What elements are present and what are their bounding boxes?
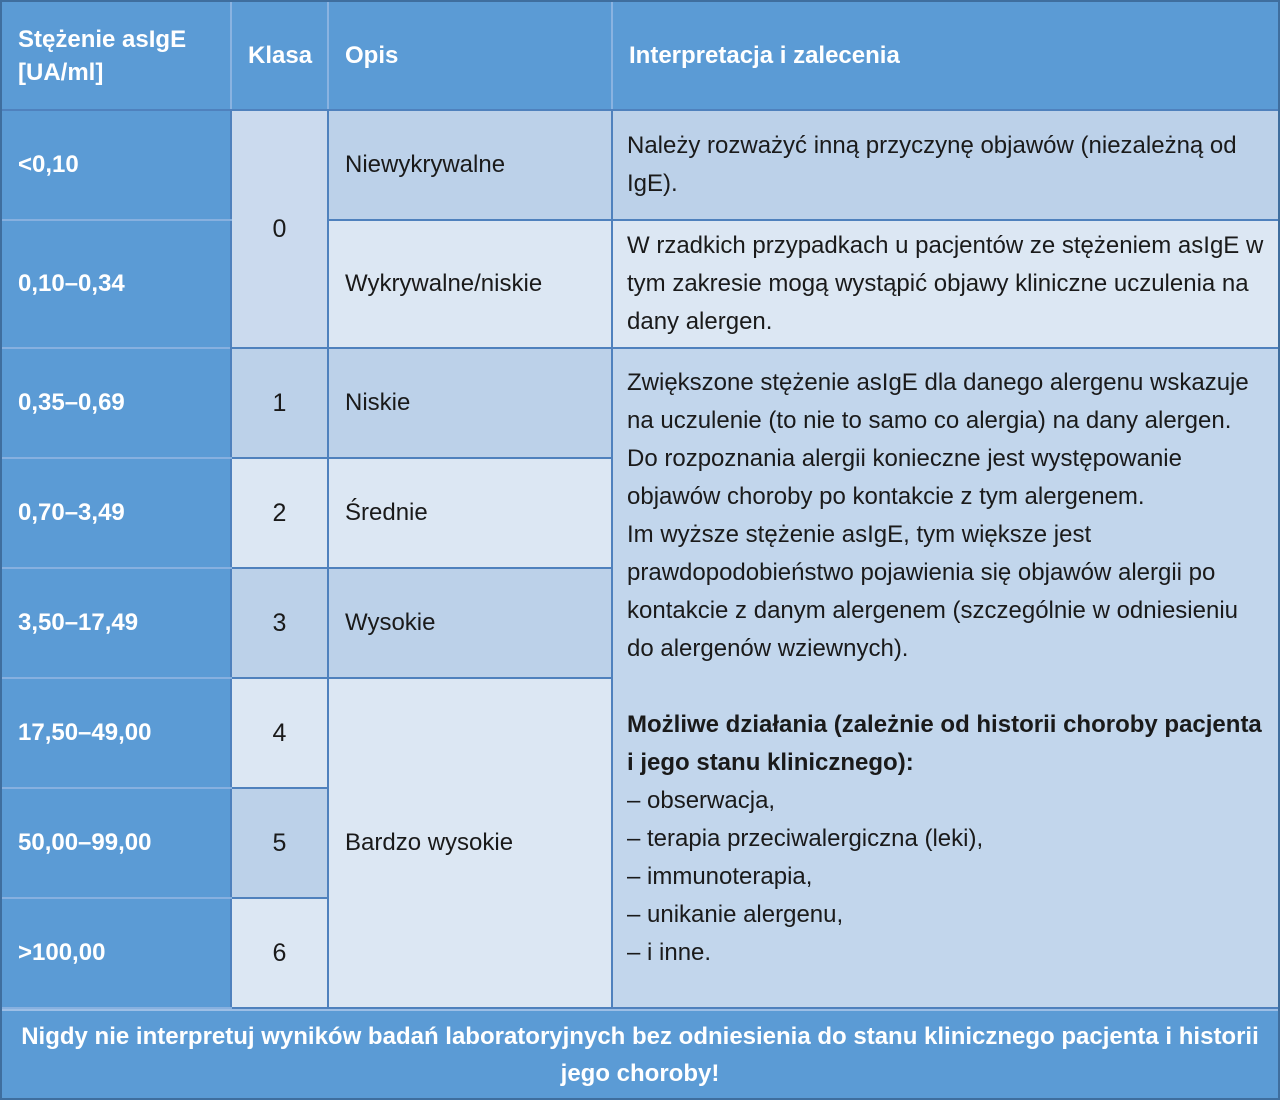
table-row xyxy=(2,348,1278,458)
range-cell: 50,00–99,00 xyxy=(2,788,231,898)
range-cell: 0,10–0,34 xyxy=(2,220,231,348)
action-list-item: – obserwacja, xyxy=(627,787,776,814)
range-cell: 17,50–49,00 xyxy=(2,678,231,788)
range-cell: <0,10 xyxy=(2,110,231,220)
header-cell-class: Klasa xyxy=(231,2,328,110)
action-list-item: – immunoterapia, xyxy=(627,863,813,890)
interpretation-cell-elevated xyxy=(612,348,1278,1008)
class-cell-2: 2 xyxy=(231,458,328,568)
class-cell-3: 3 xyxy=(231,568,328,678)
action-list-item: – unikanie alergenu, xyxy=(627,901,844,928)
range-cell: 0,70–3,49 xyxy=(2,458,231,568)
range-cell: 0,35–0,69 xyxy=(2,348,231,458)
interpretation-paragraph: Zwiększone stężenie asIgE dla danego alergenu wskazuje na uczulenie (to nie to samo co alergia) na dany alergen. Do rozpoznania alergii konieczne jest występowanie objawów choroby po kontakcie z tym alergenem. xyxy=(627,369,1249,510)
table-row xyxy=(2,220,1278,348)
class-cell-4: 4 xyxy=(231,678,328,788)
description-cell: Niskie xyxy=(328,348,612,458)
class-cell-6: 6 xyxy=(231,898,328,1008)
description-cell: Niewykrywalne xyxy=(328,110,612,220)
header-row xyxy=(2,2,1278,110)
class-cell-1: 1 xyxy=(231,348,328,458)
footer-warning-band xyxy=(2,1009,1278,1098)
action-list-item: – terapia przeciwalergiczna (leki), xyxy=(627,825,984,852)
range-cell: 3,50–17,49 xyxy=(2,568,231,678)
action-list-item: – i inne. xyxy=(627,939,712,966)
footer-warning-text: Nigdy nie interpretuj wyników badań laboratoryjnych bez odniesienia do stanu klinicznego pacjenta i historii jego choroby! xyxy=(21,1022,1259,1087)
asige-table xyxy=(2,2,1278,1009)
interpretation-cell: W rzadkich przypadkach u pacjentów ze stężeniem asIgE w tym zakresie mogą wystąpić objawy kliniczne uczulenia na dany alergen. xyxy=(612,220,1278,348)
description-cell-very-high: Bardzo wysokie xyxy=(328,678,612,1008)
class-cell-0: 0 xyxy=(231,110,328,348)
table-row xyxy=(2,110,1278,220)
header-cell-interpretation: Interpretacja i zalecenia xyxy=(612,2,1278,110)
header-cell-concentration: Stężenie asIgE [UA/ml] xyxy=(2,2,231,110)
possible-actions-heading: Możliwe działania (zależnie od historii choroby pacjenta i jego stanu klinicznego): xyxy=(627,711,1262,776)
description-cell: Średnie xyxy=(328,458,612,568)
interpretation-paragraph: Im wyższe stężenie asIgE, tym większe jest prawdopodobieństwo pojawienia się objawów alergii po kontakcie z danym alergenem (szczególnie w odniesieniu do alergenów wziewnych). xyxy=(627,521,1238,662)
header-cell-description: Opis xyxy=(328,2,612,110)
range-cell: >100,00 xyxy=(2,898,231,1008)
class-cell-5: 5 xyxy=(231,788,328,898)
description-cell: Wysokie xyxy=(328,568,612,678)
interpretation-cell: Należy rozważyć inną przyczynę objawów (niezależną od IgE). xyxy=(612,110,1278,220)
description-cell: Wykrywalne/niskie xyxy=(328,220,612,348)
